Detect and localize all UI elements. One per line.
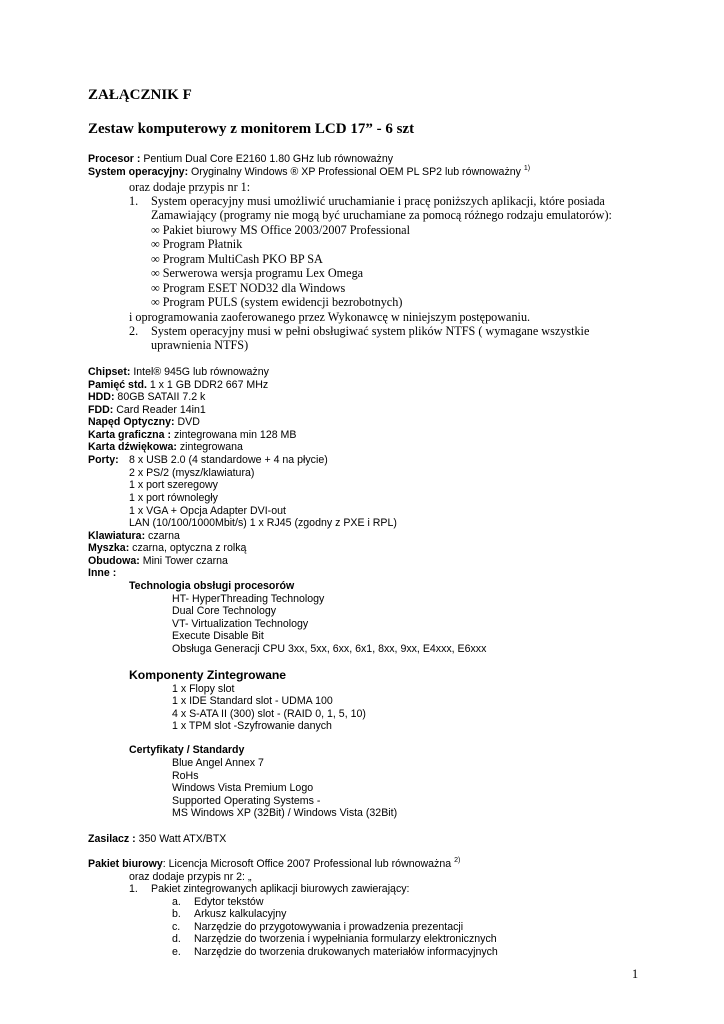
certs-heading: [129, 745, 244, 756]
spec-label: Myszka:: [88, 542, 130, 554]
spec-label: Chipset:: [88, 366, 131, 378]
office-line: [88, 859, 460, 870]
ports-label-text: Porty:: [88, 454, 119, 466]
ports-label: [88, 455, 119, 466]
os-note: oraz dodaje przypis nr 1:: [129, 180, 251, 194]
tech-heading-text: Technologia obsługi procesorów: [129, 580, 295, 592]
certs-heading-text: Certyfikaty / Standardy: [129, 744, 245, 756]
os-app-item: ∞ Program ESET NOD32 dla Windows: [151, 281, 346, 295]
office-subitem-letter: e.: [172, 946, 181, 958]
os-app-item: ∞ Pakiet biurowy MS Office 2003/2007 Professional: [151, 223, 410, 237]
processor-label: Procesor :: [88, 153, 141, 165]
os-line: [88, 167, 530, 178]
office-footnote: 2): [454, 857, 461, 864]
office-subitem-text: Narzędzie do przygotowywania i prowadzenia prezentacji: [194, 921, 464, 933]
spec-value: Card Reader 14in1: [113, 404, 206, 416]
spec-label: Karta dźwiękowa:: [88, 441, 177, 453]
tech-item: HT- HyperThreading Technology: [172, 593, 325, 605]
spec-value: zintegrowana min 128 MB: [171, 429, 297, 441]
os-app-item: ∞ Program MultiCash PKO BP SA: [151, 252, 323, 266]
component-item: 1 x Flopy slot: [172, 683, 235, 695]
document-title: ZAŁĄCZNIK F: [88, 87, 192, 103]
spec-label: Klawiatura:: [88, 530, 146, 542]
office-note: oraz dodaje przypis nr 2: „: [129, 871, 252, 883]
spec-psu: [88, 834, 226, 845]
spec-fdd: [88, 405, 206, 416]
components-heading: Komponenty Zintegrowane: [129, 668, 287, 682]
spec-label: Napęd Optyczny:: [88, 416, 175, 428]
tech-item: Obsługa Generacji CPU 3xx, 5xx, 6xx, 6x1, 8xx, 9xx, E4xxx, E6xxx: [172, 643, 487, 655]
tech-item: Execute Disable Bit: [172, 630, 264, 642]
spec-value: czarna: [145, 530, 180, 542]
port-item: LAN (10/100/1000Mbit/s) 1 x RJ45 (zgodny z PXE i RPL): [129, 517, 397, 529]
spec-value: zintegrowana: [176, 441, 243, 453]
spec-hdd: [88, 392, 205, 403]
spec-value: 80GB SATAII 7.2 k: [114, 391, 206, 403]
spec-label: Pamięć std.: [88, 379, 147, 391]
spec-mouse: [88, 543, 246, 554]
cert-item: RoHs: [172, 770, 199, 782]
processor-line: [88, 154, 393, 165]
spec-value: Intel® 945G lub równoważny: [130, 366, 269, 378]
os-item-2-number: 2.: [129, 324, 139, 338]
office-subitem-text: Narzędzie do tworzenia drukowanych materiałów informacyjnych: [194, 946, 498, 958]
spec-label: Obudowa:: [88, 555, 140, 567]
os-item-1-line-1: System operacyjny musi umożliwić uruchamianie i pracę poniższych aplikacji, które posiada: [151, 194, 605, 208]
os-item-2-line-1: System operacyjny musi w pełni obsługiwać system plików NTFS ( wymagane wszystkie: [151, 324, 590, 338]
spec-label: Karta graficzna :: [88, 429, 172, 441]
spec-memory: [88, 380, 268, 391]
os-label: System operacyjny:: [88, 166, 189, 178]
processor-value: Pentium Dual Core E2160 1.80 GHz lub równoważny: [140, 153, 394, 165]
port-item: 2 x PS/2 (mysz/klawiatura): [129, 467, 255, 479]
office-item-1-text: Pakiet zintegrowanych aplikacji biurowych zawierający:: [151, 883, 410, 895]
cert-item: MS Windows XP (32Bit) / Windows Vista (32Bit): [172, 807, 398, 819]
spec-value: Mini Tower czarna: [139, 555, 228, 567]
tech-item: Dual Core Technology: [172, 605, 277, 617]
cert-item: Windows Vista Premium Logo: [172, 782, 314, 794]
port-item: 1 x port szeregowy: [129, 479, 218, 491]
spec-value: czarna, optyczna z rolką: [129, 542, 247, 554]
page-number: 1: [632, 967, 639, 981]
os-item-1-line-2: Zamawiający (programy nie mogą być uruchamiane za pomocą różnego rodzaju emulatorów):: [151, 208, 612, 222]
os-app-item: ∞ Program Płatnik: [151, 237, 243, 251]
office-subitem-letter: d.: [172, 933, 181, 945]
office-value: : Licencja Microsoft Office 2007 Professional lub równoważna: [162, 858, 452, 870]
document-subtitle: Zestaw komputerowy z monitorem LCD 17” - 6 szt: [88, 121, 415, 137]
os-value: Oryginalny Windows ® XP Professional OEM PL SP2 lub równoważny: [188, 166, 521, 178]
spec-optical: [88, 417, 200, 428]
component-item: 4 x S-ATA II (300) slot - (RAID 0, 1, 5, 10): [172, 708, 366, 720]
spec-value: DVD: [174, 416, 200, 428]
tech-item: VT- Virtualization Technology: [172, 618, 309, 630]
spec-keyboard: [88, 531, 180, 542]
office-subitem-text: Arkusz kalkulacyjny: [194, 908, 287, 920]
office-subitem-letter: b.: [172, 908, 181, 920]
component-item: 1 x TPM slot -Szyfrowanie danych: [172, 720, 332, 732]
os-item-2-line-2: uprawnienia NTFS): [151, 338, 249, 352]
port-item: 1 x VGA + Opcja Adapter DVI-out: [129, 505, 286, 517]
os-app-item: ∞ Program PULS (system ewidencji bezrobotnych): [151, 295, 403, 309]
cert-item: Blue Angel Annex 7: [172, 757, 264, 769]
cert-item: Supported Operating Systems -: [172, 795, 321, 807]
tech-heading: [129, 581, 294, 592]
spec-other: [88, 568, 116, 579]
port-item: 1 x port równoległy: [129, 492, 218, 504]
office-subitem-text: Narzędzie do tworzenia i wypełniania formularzy elektronicznych: [194, 933, 497, 945]
office-subitem-letter: a.: [172, 896, 181, 908]
spec-value: 350 Watt ATX/BTX: [135, 833, 227, 845]
spec-label: Inne :: [88, 567, 117, 579]
spec-label: Zasilacz :: [88, 833, 136, 845]
spec-chipset: [88, 367, 269, 378]
spec-label: HDD:: [88, 391, 115, 403]
spec-sound: [88, 442, 243, 453]
port-item: 8 x USB 2.0 (4 standardowe + 4 na płycie): [129, 454, 328, 466]
spec-value: 1 x 1 GB DDR2 667 MHz: [146, 379, 269, 391]
spec-graphics: [88, 430, 296, 441]
spec-label: FDD:: [88, 404, 114, 416]
office-subitem-text: Edytor tekstów: [194, 896, 264, 908]
office-subitem-letter: c.: [172, 921, 181, 933]
spec-case: [88, 556, 228, 567]
office-item-1-number: 1.: [129, 883, 138, 895]
os-app-item: ∞ Serwerowa wersja programu Lex Omega: [151, 266, 364, 280]
component-item: 1 x IDE Standard slot - UDMA 100: [172, 695, 333, 707]
office-label: Pakiet biurowy: [88, 858, 163, 870]
os-software-note: i oprogramowania zaoferowanego przez Wykonawcę w niniejszym postępowaniu.: [129, 310, 531, 324]
os-item-1-number: 1.: [129, 194, 139, 208]
os-footnote: 1): [523, 165, 531, 172]
